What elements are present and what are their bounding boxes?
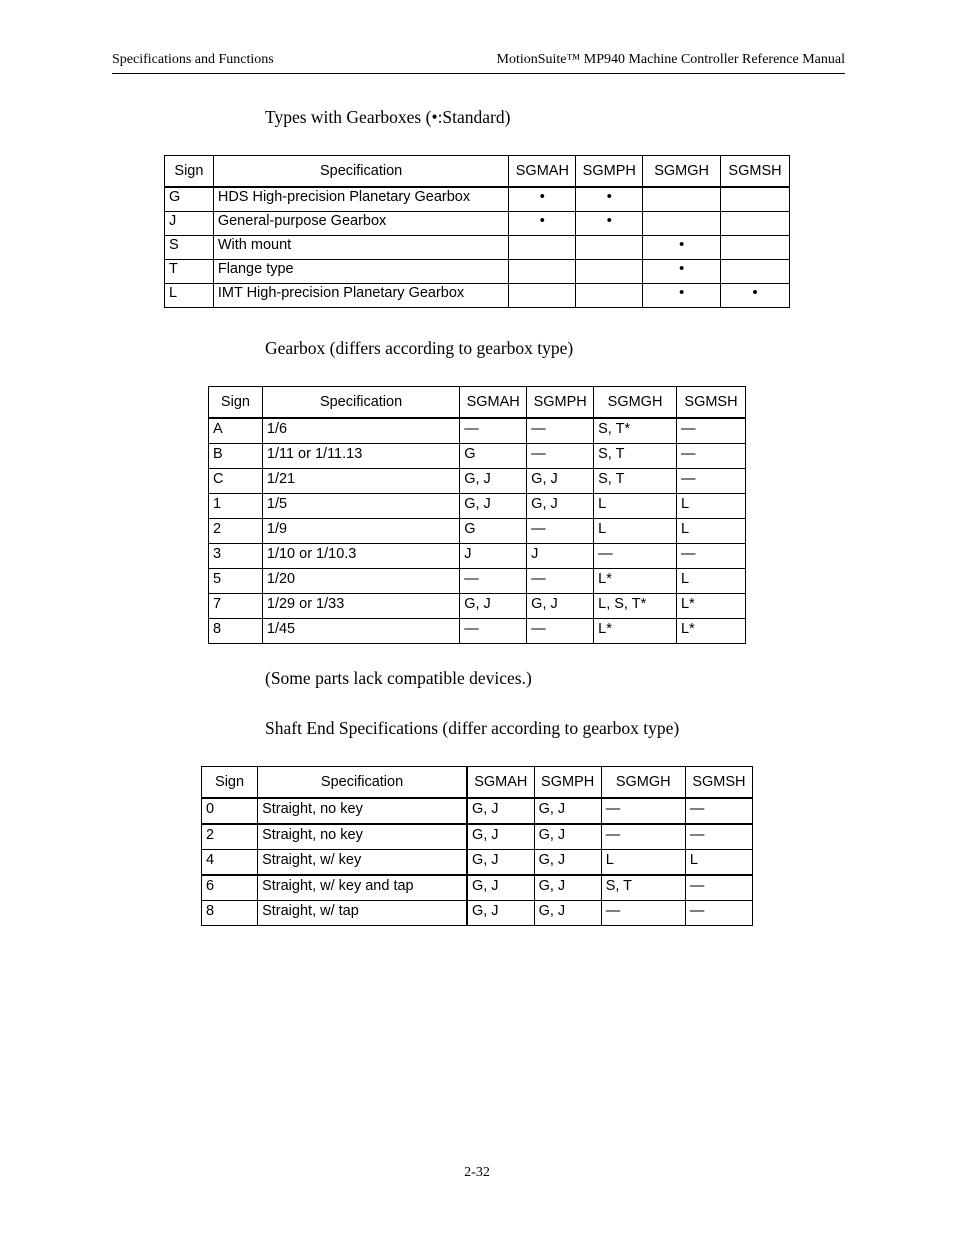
column-header: SGMGH <box>601 767 685 799</box>
column-header: SGMAH <box>467 767 534 799</box>
column-header: Specification <box>213 156 509 188</box>
table-row <box>202 901 753 926</box>
sgmph-cell: — <box>527 519 594 544</box>
gearbox-types-caption: Types with Gearboxes (•:Standard) <box>265 107 511 127</box>
sgmgh-cell: • <box>643 284 721 308</box>
table-row <box>165 260 790 284</box>
column-header: SGMSH <box>721 156 790 188</box>
sgmgh-cell: S, T <box>594 444 677 469</box>
sgmph-cell: • <box>576 212 643 236</box>
page-header <box>112 52 845 74</box>
sgmgh-cell: — <box>601 824 685 850</box>
sgmph-cell <box>576 260 643 284</box>
table-row <box>209 418 746 444</box>
spec-cell: 1/6 <box>262 418 459 444</box>
column-header: SGMGH <box>643 156 721 188</box>
sgmah-cell: — <box>460 418 527 444</box>
sgmah-cell: J <box>460 544 527 569</box>
sgmah-cell: G <box>460 444 527 469</box>
spec-cell: Straight, no key <box>258 798 467 824</box>
sgmgh-cell: L <box>594 494 677 519</box>
sign-cell: L <box>165 284 214 308</box>
shaft-end-caption: Shaft End Specifications (differ according to gearbox type) <box>265 718 680 738</box>
spec-cell: HDS High-precision Planetary Gearbox <box>213 187 509 212</box>
sgmgh-cell: S, T <box>594 469 677 494</box>
spec-cell: Straight, w/ key <box>258 850 467 876</box>
sgmah-cell: G, J <box>467 850 534 876</box>
table-row <box>209 569 746 594</box>
table-row <box>165 187 790 212</box>
sgmph-cell <box>576 236 643 260</box>
sgmsh-cell: L* <box>676 594 745 619</box>
sgmah-cell <box>509 236 576 260</box>
sign-cell: 3 <box>209 544 263 569</box>
sgmah-cell: G, J <box>460 594 527 619</box>
sign-cell: B <box>209 444 263 469</box>
table-row <box>209 519 746 544</box>
sgmph-cell: J <box>527 544 594 569</box>
table-row <box>165 212 790 236</box>
sgmgh-cell: — <box>601 901 685 926</box>
sgmsh-cell: L <box>676 519 745 544</box>
sgmsh-cell: — <box>685 901 752 926</box>
sgmgh-cell <box>643 212 721 236</box>
shaft-end-table <box>201 766 753 926</box>
sgmph-cell: G, J <box>534 875 601 901</box>
sign-cell: J <box>165 212 214 236</box>
table-row <box>209 544 746 569</box>
sgmsh-cell <box>721 212 790 236</box>
sgmgh-cell: L, S, T* <box>594 594 677 619</box>
sign-cell: 6 <box>202 875 258 901</box>
sgmph-cell: G, J <box>534 850 601 876</box>
column-header: SGMPH <box>527 387 594 419</box>
sgmah-cell <box>509 284 576 308</box>
sgmgh-cell <box>643 187 721 212</box>
sgmah-cell: G, J <box>467 901 534 926</box>
sgmgh-cell: • <box>643 260 721 284</box>
sign-cell: G <box>165 187 214 212</box>
column-header: SGMSH <box>676 387 745 419</box>
table-row <box>202 875 753 901</box>
sgmsh-cell: — <box>685 824 752 850</box>
sgmph-cell: • <box>576 187 643 212</box>
header-section-title: Specifications and Functions <box>112 52 274 67</box>
sgmah-cell: • <box>509 212 576 236</box>
sgmph-cell: G, J <box>534 798 601 824</box>
column-header: SGMGH <box>594 387 677 419</box>
sgmah-cell: G <box>460 519 527 544</box>
spec-cell: General-purpose Gearbox <box>213 212 509 236</box>
sign-cell: 5 <box>209 569 263 594</box>
sgmsh-cell <box>721 187 790 212</box>
sgmph-cell: G, J <box>534 901 601 926</box>
sgmph-cell <box>576 284 643 308</box>
sgmsh-cell: — <box>676 469 745 494</box>
spec-cell: 1/21 <box>262 469 459 494</box>
note-text: (Some parts lack compatible devices.) <box>265 668 532 688</box>
spec-cell: IMT High-precision Planetary Gearbox <box>213 284 509 308</box>
sgmah-cell: — <box>460 619 527 644</box>
column-header: Sign <box>209 387 263 419</box>
sgmah-cell: G, J <box>460 494 527 519</box>
column-header: SGMAH <box>460 387 527 419</box>
sgmsh-cell: — <box>676 418 745 444</box>
gearbox-ratio-table <box>208 386 746 644</box>
sgmsh-cell: L* <box>676 619 745 644</box>
sgmsh-cell: — <box>676 544 745 569</box>
sgmph-cell: G, J <box>527 469 594 494</box>
sign-cell: 1 <box>209 494 263 519</box>
sgmsh-cell: — <box>685 875 752 901</box>
sgmsh-cell <box>721 236 790 260</box>
table-row <box>165 284 790 308</box>
sgmah-cell: • <box>509 187 576 212</box>
column-header: Sign <box>202 767 258 799</box>
column-header: Sign <box>165 156 214 188</box>
spec-cell: 1/45 <box>262 619 459 644</box>
sgmph-cell: — <box>527 569 594 594</box>
spec-cell: 1/29 or 1/33 <box>262 594 459 619</box>
sign-cell: C <box>209 469 263 494</box>
sgmah-cell: G, J <box>467 875 534 901</box>
sgmsh-cell: L <box>685 850 752 876</box>
spec-cell: Flange type <box>213 260 509 284</box>
sign-cell: 4 <box>202 850 258 876</box>
sgmgh-cell: — <box>594 544 677 569</box>
spec-cell: 1/9 <box>262 519 459 544</box>
sign-cell: 8 <box>202 901 258 926</box>
sgmph-cell: G, J <box>534 824 601 850</box>
spec-cell: 1/5 <box>262 494 459 519</box>
spec-cell: Straight, no key <box>258 824 467 850</box>
table-header-row <box>202 767 753 799</box>
sgmph-cell: G, J <box>527 594 594 619</box>
page-number: 2-32 <box>464 1165 490 1180</box>
table-row <box>209 619 746 644</box>
gearbox-ratio-caption: Gearbox (differs according to gearbox type) <box>265 338 574 358</box>
sgmah-cell: G, J <box>460 469 527 494</box>
sgmsh-cell <box>721 260 790 284</box>
sign-cell: S <box>165 236 214 260</box>
sgmah-cell <box>509 260 576 284</box>
column-header: Specification <box>258 767 467 799</box>
table-header-row <box>209 387 746 419</box>
spec-cell: Straight, w/ key and tap <box>258 875 467 901</box>
sign-cell: 8 <box>209 619 263 644</box>
table-row <box>202 798 753 824</box>
sgmph-cell: — <box>527 444 594 469</box>
header-manual-title: MotionSuite™ MP940 Machine Controller Reference Manual <box>496 52 845 67</box>
spec-cell: 1/20 <box>262 569 459 594</box>
sgmah-cell: — <box>460 569 527 594</box>
spec-cell: 1/10 or 1/10.3 <box>262 544 459 569</box>
column-header: SGMPH <box>534 767 601 799</box>
sgmph-cell: — <box>527 619 594 644</box>
sgmgh-cell: S, T <box>601 875 685 901</box>
spec-cell: Straight, w/ tap <box>258 901 467 926</box>
table-row <box>209 594 746 619</box>
sign-cell: A <box>209 418 263 444</box>
column-header: SGMPH <box>576 156 643 188</box>
table-row <box>202 824 753 850</box>
sign-cell: 2 <box>202 824 258 850</box>
sgmah-cell: G, J <box>467 798 534 824</box>
sgmgh-cell: • <box>643 236 721 260</box>
table-row <box>209 494 746 519</box>
sgmgh-cell: S, T* <box>594 418 677 444</box>
table-row <box>209 444 746 469</box>
table-row <box>165 236 790 260</box>
spec-cell: With mount <box>213 236 509 260</box>
sgmsh-cell: L <box>676 569 745 594</box>
sgmgh-cell: L* <box>594 569 677 594</box>
sign-cell: 2 <box>209 519 263 544</box>
sgmah-cell: G, J <box>467 824 534 850</box>
spec-cell: 1/11 or 1/11.13 <box>262 444 459 469</box>
column-header: SGMSH <box>685 767 752 799</box>
sgmgh-cell: L* <box>594 619 677 644</box>
table-header-row <box>165 156 790 188</box>
table-row <box>209 469 746 494</box>
column-header: Specification <box>262 387 459 419</box>
gearbox-types-table <box>164 155 790 308</box>
column-header: SGMAH <box>509 156 576 188</box>
sgmgh-cell: L <box>594 519 677 544</box>
table-row <box>202 850 753 876</box>
sgmph-cell: — <box>527 418 594 444</box>
sgmsh-cell: L <box>676 494 745 519</box>
sgmsh-cell: — <box>685 798 752 824</box>
sign-cell: 7 <box>209 594 263 619</box>
sign-cell: T <box>165 260 214 284</box>
sgmgh-cell: — <box>601 798 685 824</box>
sgmph-cell: G, J <box>527 494 594 519</box>
sgmsh-cell: • <box>721 284 790 308</box>
sign-cell: 0 <box>202 798 258 824</box>
sgmgh-cell: L <box>601 850 685 876</box>
sgmsh-cell: — <box>676 444 745 469</box>
